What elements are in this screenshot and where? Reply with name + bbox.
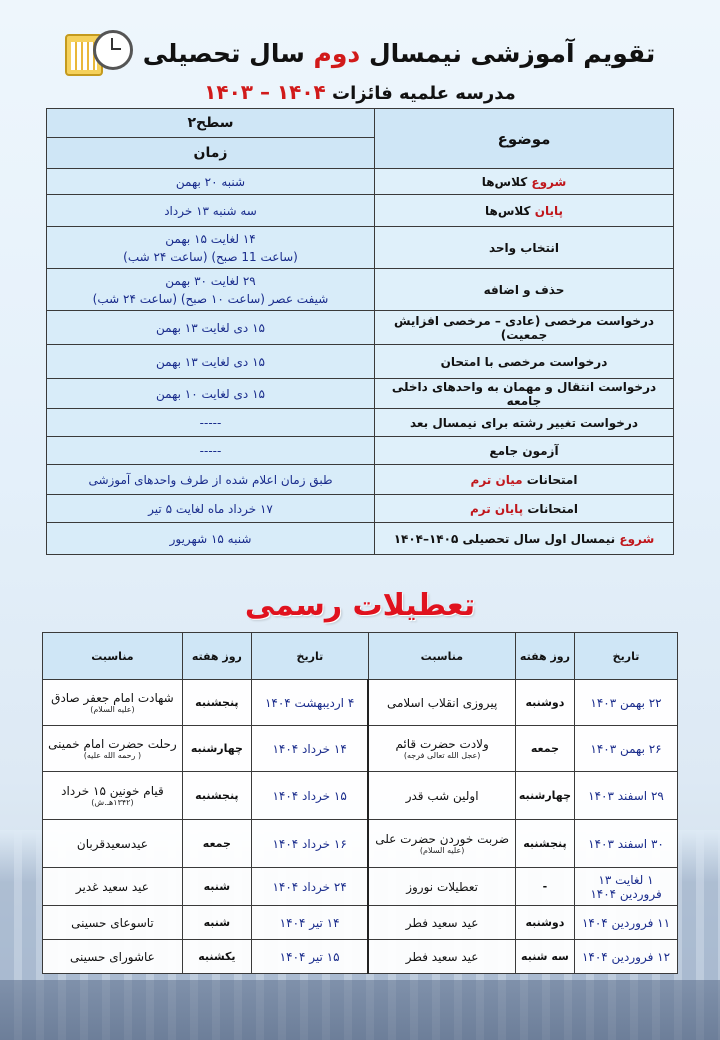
schedule-row bbox=[47, 409, 674, 437]
topic-text: کلاس‌ها bbox=[481, 174, 528, 189]
schedule-topic-cell bbox=[375, 465, 674, 495]
holiday-day-of-week: جمعه bbox=[182, 820, 251, 868]
time-text: ----- bbox=[199, 443, 222, 458]
holiday-day-of-week: سه شنبه bbox=[515, 940, 574, 974]
holiday-date: ۴ اردیبهشت ۱۴۰۴ bbox=[251, 680, 368, 726]
holiday-date: ۱۴ خرداد ۱۴۰۴ bbox=[251, 726, 368, 772]
occasion-text: رحلت حضرت امام خمینی bbox=[48, 736, 177, 751]
schedule-row bbox=[47, 345, 674, 379]
column-header-dow-left: روز هفته bbox=[182, 633, 251, 680]
time-text: سه شنبه ۱۳ خرداد bbox=[164, 203, 257, 218]
holiday-occasion bbox=[368, 868, 515, 906]
occasion-text: ضربت خوردن حضرت علی bbox=[375, 831, 510, 846]
holiday-row bbox=[43, 940, 678, 974]
occasion-text: عیدسعیدقربان bbox=[76, 836, 148, 851]
time-text: ۱۵ دی لغایت ۱۳ بهمن bbox=[156, 354, 265, 369]
schedule-time-cell bbox=[47, 437, 375, 465]
holiday-occasion bbox=[43, 940, 183, 974]
column-header-topic: موضوع bbox=[375, 109, 674, 169]
column-header-time: زمان bbox=[47, 138, 375, 169]
occasion-text: پیروزی انقلاب اسلامی bbox=[386, 695, 498, 710]
clock-icon bbox=[93, 30, 133, 70]
schedule-topic-cell bbox=[375, 269, 674, 311]
occasion-text: عید سعید فطر bbox=[405, 915, 479, 930]
schedule-time-cell bbox=[47, 523, 375, 555]
background-ground bbox=[0, 980, 720, 1040]
occasion-text: عاشورای حسینی bbox=[70, 949, 155, 964]
schedule-topic-cell bbox=[375, 227, 674, 269]
holiday-day-of-week: - bbox=[515, 868, 574, 906]
holiday-occasion bbox=[368, 906, 515, 940]
holiday-day-of-week: پنجشنبه bbox=[182, 680, 251, 726]
time-detail: (ساعت 11 صبح) (ساعت ۲۴ شب) bbox=[123, 249, 298, 264]
time-text: ----- bbox=[199, 415, 222, 430]
holiday-day-of-week: جمعه bbox=[515, 726, 574, 772]
occasion-text: تاسوعای حسینی bbox=[71, 915, 154, 930]
schedule-topic-cell bbox=[375, 311, 674, 345]
title-highlight: دوم bbox=[313, 38, 361, 68]
time-text: شنبه ۱۵ شهریور bbox=[169, 531, 252, 546]
topic-highlight: پایان bbox=[534, 203, 563, 218]
schedule-topic-cell bbox=[375, 195, 674, 227]
schedule-time-cell bbox=[47, 409, 375, 437]
holiday-day-of-week: دوشنبه bbox=[515, 906, 574, 940]
holiday-occasion bbox=[43, 772, 183, 820]
holiday-date: ۱۲ فروردین ۱۴۰۴ bbox=[575, 940, 678, 974]
time-text: ۲۹ لغایت ۳۰ بهمن bbox=[165, 273, 256, 288]
schedule-topic-cell bbox=[375, 437, 674, 465]
holiday-date: ۳۰ اسفند ۱۴۰۳ bbox=[575, 820, 678, 868]
holiday-day-of-week: پنجشنبه bbox=[182, 772, 251, 820]
holiday-occasion bbox=[43, 680, 183, 726]
topic-text: حذف و اضافه bbox=[483, 282, 565, 297]
time-text: طبق زمان اعلام شده از طرف واحدهای آموزشی bbox=[88, 472, 333, 487]
schedule-time-cell bbox=[47, 169, 375, 195]
holiday-date: ۱۵ تیر ۱۴۰۴ bbox=[251, 940, 368, 974]
schedule-time-cell bbox=[47, 269, 375, 311]
holidays-title: تعطیلات رسمی bbox=[244, 588, 476, 623]
schedule-topic-cell bbox=[375, 495, 674, 523]
schedule-row bbox=[47, 523, 674, 555]
holiday-row bbox=[43, 820, 678, 868]
topic-text: کلاس‌ها bbox=[485, 203, 531, 218]
holiday-day-of-week: شنبه bbox=[182, 868, 251, 906]
holiday-day-of-week: شنبه bbox=[182, 906, 251, 940]
schedule-time-cell bbox=[47, 495, 375, 523]
schedule-topic-cell bbox=[375, 379, 674, 409]
schedule-row bbox=[47, 195, 674, 227]
time-text: ۱۵ دی لغایت ۱۳ بهمن bbox=[156, 320, 265, 335]
holiday-occasion bbox=[368, 772, 515, 820]
column-header-occasion-left: مناسبت bbox=[43, 633, 183, 680]
holiday-occasion bbox=[43, 820, 183, 868]
holiday-date: ۱۱ فروردین ۱۴۰۴ bbox=[575, 906, 678, 940]
time-text: ۱۴ لغایت ۱۵ بهمن bbox=[165, 231, 256, 246]
schedule-row bbox=[47, 169, 674, 195]
occasion-text: اولین شب قدر bbox=[405, 788, 479, 803]
page-title bbox=[143, 39, 656, 68]
occasion-note: (علیه السلام) bbox=[419, 845, 465, 855]
holiday-date: ۲۲ بهمن ۱۴۰۳ bbox=[575, 680, 678, 726]
column-header-date-right: تاریخ bbox=[575, 633, 678, 680]
holidays-header-row bbox=[43, 633, 678, 680]
topic-text: درخواست مرخصی (عادی – مرخصی افزایش جمعیت) bbox=[393, 313, 655, 342]
schedule-table bbox=[46, 108, 674, 555]
schedule-topic-cell bbox=[375, 523, 674, 555]
holiday-occasion bbox=[368, 680, 515, 726]
page-header bbox=[0, 28, 720, 104]
schedule-row bbox=[47, 379, 674, 409]
topic-highlight: شروع bbox=[619, 531, 655, 546]
holiday-day-of-week: چهارشنبه bbox=[515, 772, 574, 820]
title-part1: تقویم آموزشی نیمسال bbox=[368, 38, 656, 68]
schedule-row bbox=[47, 227, 674, 269]
holiday-day-of-week: پنجشنبه bbox=[515, 820, 574, 868]
holiday-occasion bbox=[368, 726, 515, 772]
holiday-date: ۱۵ خرداد ۱۴۰۴ bbox=[251, 772, 368, 820]
holiday-date: ۲۴ خرداد ۱۴۰۴ bbox=[251, 868, 368, 906]
schedule-row bbox=[47, 437, 674, 465]
schedule-row bbox=[47, 495, 674, 523]
holiday-occasion bbox=[368, 820, 515, 868]
occasion-text: عید سعید فطر bbox=[405, 949, 479, 964]
schedule-time-cell bbox=[47, 227, 375, 269]
topic-highlight: پایان ترم bbox=[469, 501, 524, 516]
schedule-time-cell bbox=[47, 195, 375, 227]
occasion-text: قیام خونین ۱۵ خرداد bbox=[61, 783, 164, 798]
holiday-date: ۱۴ تیر ۱۴۰۴ bbox=[251, 906, 368, 940]
column-header-date-left: تاریخ bbox=[251, 633, 368, 680]
topic-text: درخواست تغییر رشته برای نیمسال بعد bbox=[409, 415, 639, 430]
topic-prefix: امتحانات bbox=[526, 472, 578, 487]
holiday-row bbox=[43, 906, 678, 940]
schedule-topic-cell bbox=[375, 409, 674, 437]
holiday-date: ۲۹ اسفند ۱۴۰۳ bbox=[575, 772, 678, 820]
holiday-occasion bbox=[368, 940, 515, 974]
topic-text: نیمسال اول سال تحصیلی ۱۴۰۵–۱۴۰۴ bbox=[393, 531, 616, 546]
occasion-note: ( رحمه الله علیه) bbox=[83, 750, 142, 760]
holiday-occasion bbox=[43, 726, 183, 772]
topic-highlight: شروع bbox=[531, 174, 567, 189]
holiday-occasion bbox=[43, 868, 183, 906]
holiday-day-of-week: یکشنبه bbox=[182, 940, 251, 974]
time-text: ۱۵ دی لغایت ۱۰ بهمن bbox=[156, 386, 265, 401]
schedule-time-cell bbox=[47, 379, 375, 409]
holiday-day-of-week: چهارشنبه bbox=[182, 726, 251, 772]
column-header-level: سطح۲ bbox=[47, 109, 375, 138]
time-detail: شیفت عصر (ساعت ۱۰ صبح) (ساعت ۲۴ شب) bbox=[92, 291, 329, 306]
holiday-row bbox=[43, 868, 678, 906]
title-part2: سال تحصیلی bbox=[142, 38, 305, 68]
topic-text: آزمون جامع bbox=[489, 443, 559, 458]
holiday-row bbox=[43, 680, 678, 726]
occasion-text: عید سعید غدیر bbox=[75, 879, 149, 894]
column-header-occasion-right: مناسبت bbox=[368, 633, 515, 680]
occasion-note: (۱۳۴۲هـ.ش) bbox=[91, 797, 134, 807]
topic-prefix: امتحانات bbox=[527, 501, 579, 516]
occasion-note: (علیه السلام) bbox=[90, 704, 135, 714]
calendar-clock-icon bbox=[65, 28, 135, 78]
topic-text: درخواست مرخصی با امتحان bbox=[440, 354, 608, 369]
holiday-occasion bbox=[43, 906, 183, 940]
occasion-text: تعطیلات نوروز bbox=[406, 879, 479, 894]
occasion-text: ولادت حضرت قائم bbox=[395, 736, 489, 751]
time-text: شنبه ۲۰ بهمن bbox=[175, 174, 246, 189]
topic-text: انتخاب واحد bbox=[488, 240, 560, 255]
schedule-header-row bbox=[47, 109, 674, 138]
holiday-date: ۱۶ خرداد ۱۴۰۴ bbox=[251, 820, 368, 868]
page-subtitle bbox=[0, 80, 720, 104]
schedule-time-cell bbox=[47, 311, 375, 345]
academic-year: ۱۴۰۴ – ۱۴۰۳ bbox=[204, 80, 326, 104]
holiday-row bbox=[43, 772, 678, 820]
schedule-row bbox=[47, 269, 674, 311]
column-header-dow-right: روز هفته bbox=[515, 633, 574, 680]
schedule-time-cell bbox=[47, 345, 375, 379]
holiday-row bbox=[43, 726, 678, 772]
occasion-text: شهادت امام جعفر صادق bbox=[51, 690, 174, 705]
holiday-date: ۱ لغایت ۱۳ فروردین ۱۴۰۴ bbox=[575, 868, 678, 906]
schedule-row bbox=[47, 311, 674, 345]
schedule-time-cell bbox=[47, 465, 375, 495]
topic-highlight: میان ترم bbox=[470, 472, 523, 487]
schedule-topic-cell bbox=[375, 169, 674, 195]
holiday-date: ۲۶ بهمن ۱۴۰۳ bbox=[575, 726, 678, 772]
school-name: مدرسه علمیه فائزات bbox=[332, 83, 516, 104]
topic-text: درخواست انتقال و مهمان به واحدهای داخلی جامعه bbox=[391, 379, 657, 408]
schedule-row bbox=[47, 465, 674, 495]
occasion-note: (عجل الله تعالی فرجه) bbox=[403, 750, 481, 760]
holidays-table bbox=[42, 632, 678, 974]
schedule-topic-cell bbox=[375, 345, 674, 379]
time-text: ۱۷ خرداد ماه لغایت ۵ تیر bbox=[148, 501, 273, 516]
holiday-day-of-week: دوشنبه bbox=[515, 680, 574, 726]
